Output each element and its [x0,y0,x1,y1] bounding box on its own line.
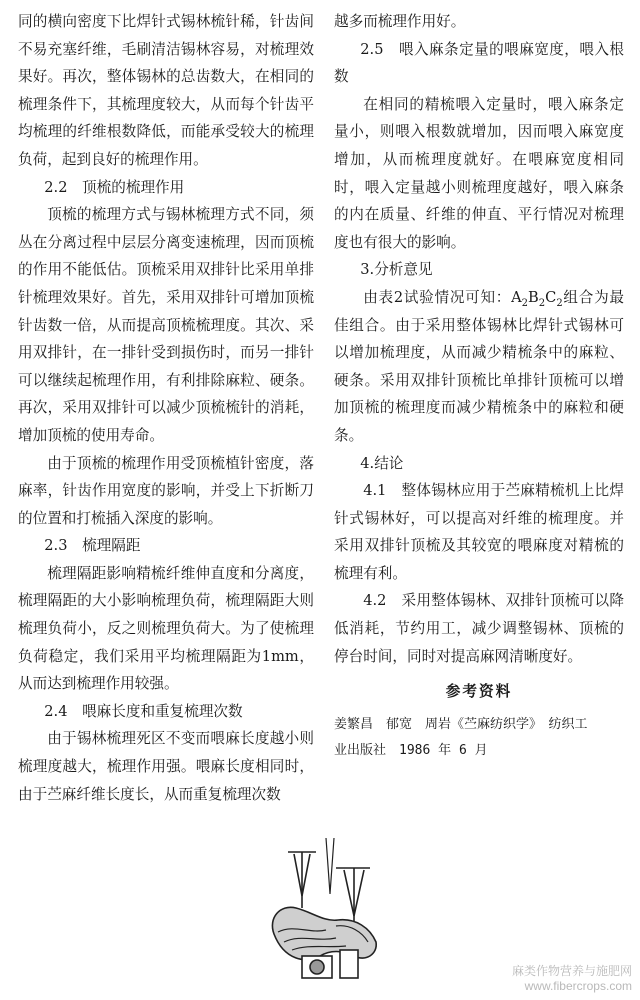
section-heading: 2.2 顶梳的梳理作用 [44,178,185,196]
paragraph: 顶梳的梳理方式与锡林梳理方式不同，须丛在分离过程中层层分离变速梳理，因而顶梳的作用不能低估。顶梳采用双排针比采用单排针梳理效果好。首先，采用双排针可增加顶梳针齿数一倍，从而提高顶梳梳理度。其次、采用双排针，在一排针受到损伤时，而另一排针可以继续起梳理作用，有利排除麻粒、硬条。再次，采用双排针可以减少顶梳梳针的消耗，增加顶梳的使用寿命。 [18,206,314,444]
subscript: 2 [521,297,529,309]
section-heading: 3.分析意见 [360,261,433,279]
left-column [18,8,314,808]
reference-line: 姜繁昌 郁宽 周岩《苎麻纺织学》 纺织工 [334,716,588,732]
analysis-factor: C [545,288,557,306]
section-heading: 4.结论 [360,454,404,472]
paragraph: 梳理隔距影响精梳纤维伸直度和分离度，梳理隔距的大小影响梳理负荷，梳理隔距大则梳理负荷小，反之则梳理负荷大。为了使梳理负荷稳定，我们采用平均梳理隔距为1mm，从而达到梳理作用较强。 [18,564,314,693]
paragraph: 同的横向密度下比焊针式锡林梳针稀，针齿间不易充塞纤维，毛刷清洁锡林容易，对梳理效果好。再次，整体锡林的总齿数大，在相同的梳理条件下，其梳理度较大，从而每个针齿平均梳理的纤维根数降低，而能承受较大的梳理负荷，起到良好的梳理作用。 [18,13,314,168]
paragraph: 4.1 整体锡林应用于苎麻精梳机上比焊针式锡林好，可以提高对纤维的梳理度。并采用双排针顶梳及其较宽的喂麻度对精梳的梳理有利。 [334,482,624,582]
paragraph: 在相同的精梳喂入定量时，喂入麻条定量小，则喂入根数就增加，因而喂入麻宽度增加，从而梳理度就好。在喂麻宽度相同时，喂入定量越小则梳理度越好，喂入麻条的内在质量、纤维的伸直、平行情况对梳理度也有很大的影响。 [334,95,624,251]
analysis-paragraph [334,284,624,450]
references-title: 参考资料 [445,683,513,701]
reference-line: 业出版社 1986 年 6 月 [334,742,488,758]
right-column [334,8,624,764]
section-heading: 2.4 喂麻长度和重复梳理次数 [44,702,243,720]
section-heading: 2.3 梳理隔距 [44,537,141,555]
subscript: 2 [556,297,563,309]
watermark-url: www.fibercrops.com [524,979,632,993]
paragraph: 越多而梳理作用好。 [334,13,466,30]
analysis-text-after: 组合为最佳组合。由于采用整体锡林比焊针式锡林可以增加梳理度，从而减少精梳条中的麻粒、硬条。采用双排针顶梳比单排针顶梳可以增加顶梳的梳理度而减少精梳条中的麻粒和硬条。 [334,288,624,444]
paragraph: 由于锡林梳理死区不变而喂麻长度越小则梳理度越大，梳理作用强。喂麻长度相同时，由于苎麻纤维长度长，从而重复梳理次数 [18,730,314,803]
watermark-title: 麻类作物营养与施肥网 [511,964,632,978]
paragraph: 4.2 采用整体锡林、双排针顶梳可以降低消耗，节约用工，减少调整锡林、顶梳的停台时间，同时对提高麻网清晰度好。 [334,592,624,665]
subscript: 2 [538,297,546,309]
combing-machine-illustration [266,838,386,988]
section-heading: 2.5 喂入麻条定量的喂麻宽度，喂入根数 [334,40,624,86]
analysis-factor: B [528,288,539,306]
paragraph: 由于顶梳的梳理作用受顶梳植针密度，落麻率，针齿作用宽度的影响，并受上下折断刀的位置和打梳插入深度的影响。 [18,454,314,527]
watermark [512,964,632,994]
analysis-text-before: 由表2试验情况可知：A [363,288,522,306]
